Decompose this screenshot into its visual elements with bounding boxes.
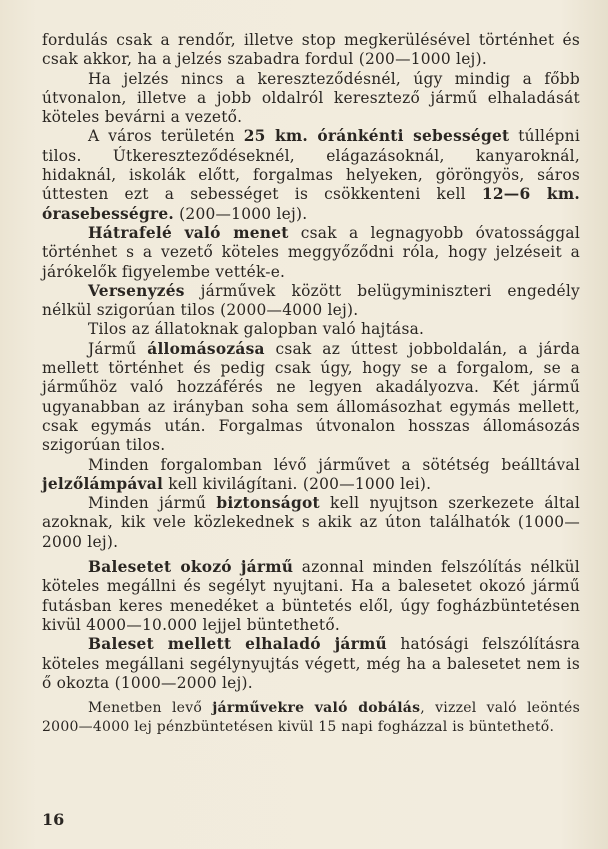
bold-phrase: Balesetet okozó jármű [88,558,294,577]
text-run: csak a legnagyobb óvatossággal történhet s a vezető köteles meggyőződni róla, hogy jelzéseit a járókelők figyelembe vették-e. [42,223,580,281]
bold-phrase: 25 km. óránkénti sebességet [243,127,510,146]
bold-phrase: járművekre való dobálás [212,700,421,717]
text-run: Menetben levő [88,700,213,717]
page-number: 16 [42,810,65,829]
paragraph-5 [42,282,580,321]
text-run: Jármű [88,339,148,358]
text-run: Ha jelzés nincs a kereszteződésnél, úgy mindig a főbb útvonalon, illetve a jobb oldalról keresztező jármű elhaladását köteles bevárni a vezető. [42,69,580,127]
bold-phrase: Versenyzés [88,281,185,300]
paragraph-10 [42,558,580,635]
paragraph-2 [42,70,580,128]
text-run: azonnal minden felszólítás nélkül köteles megállni és segélyt nyujtani. Ha a balesetet okozó jármű futásban keres menedéket a büntetés elől, úgy fogházbüntetésen kivül 4000—10.000 lejjel büntethető. [42,558,580,634]
paragraph-12 [42,699,580,737]
text-run: kell kivilágítani. (200—1000 lei). [163,474,432,493]
paragraph-1 [42,31,580,70]
text-run: Minden jármű [88,494,217,513]
bold-phrase: állomásozása [147,339,265,358]
text-run: A város területén [88,127,244,146]
text-run: járművek között belügyminiszteri engedély nélkül szigorúan tilos (2000—4000 lej). [42,281,580,320]
text-run: (200—1000 lej). [174,204,308,223]
paragraph-3 [42,127,580,223]
paragraph-8 [42,456,580,495]
text-run: kell nyujtson szerkezete által azoknak, kik vele közlekednek s akik az úton találhatók (1000—2000 lej). [42,494,581,551]
text-run: túllépni tilos. Útkereszteződéseknél, elágazásoknál, kanyaroknál, hidaknál, iskolák előtt, forgalmas helyeken, göröngyös, sáros úttesten ezt a sebességet is csökkenteni kell [42,127,580,204]
bold-phrase: jelzőlámpával [42,474,164,493]
page-text [42,31,580,737]
paragraph-4 [42,224,580,282]
text-run: Minden forgalomban lévő járművet a sötétség beálltával [88,455,580,474]
paragraph-11 [42,635,580,693]
paragraph-7 [42,340,580,456]
text-run: fordulás csak a rendőr, illetve stop megkerülésével történhet és csak akkor, ha a jelzés szabadra fordul (200—1000 lej). [42,31,580,69]
paragraph-6 [42,320,580,339]
paragraph-9 [42,494,580,552]
text-run: hatósági felszólításra köteles megállani segélynyujtás végett, még ha a balesetet nem is ő okozta (1000—2000 lej). [42,635,581,692]
text-run: Tilos az állatoknak galopban való hajtása. [88,320,425,339]
bold-phrase: Hátrafelé való menet [88,223,289,242]
bold-phrase: biztonságot [216,494,320,513]
bold-phrase: 12—6 km. órasebességre. [42,185,580,223]
bold-phrase: Baleset mellett elhaladó jármű [88,635,387,654]
text-run: csak az úttest jobboldalán, a járda mellett történhet és pedig csak úgy, hogy se a forgalom, se a járműhöz való hozzáférés ne legyen akadályozva. Két jármű ugyanabban az irányban soha sem állomásozhat egymás mellett, csak egymás után. Forgalmas útvonalon hosszas állomásozás szigorúan tilos. [42,339,580,455]
text-run: , vizzel való leöntés 2000—4000 lej pénzbüntetésen kivül 15 napi fogházzal is büntethető. [42,700,581,736]
